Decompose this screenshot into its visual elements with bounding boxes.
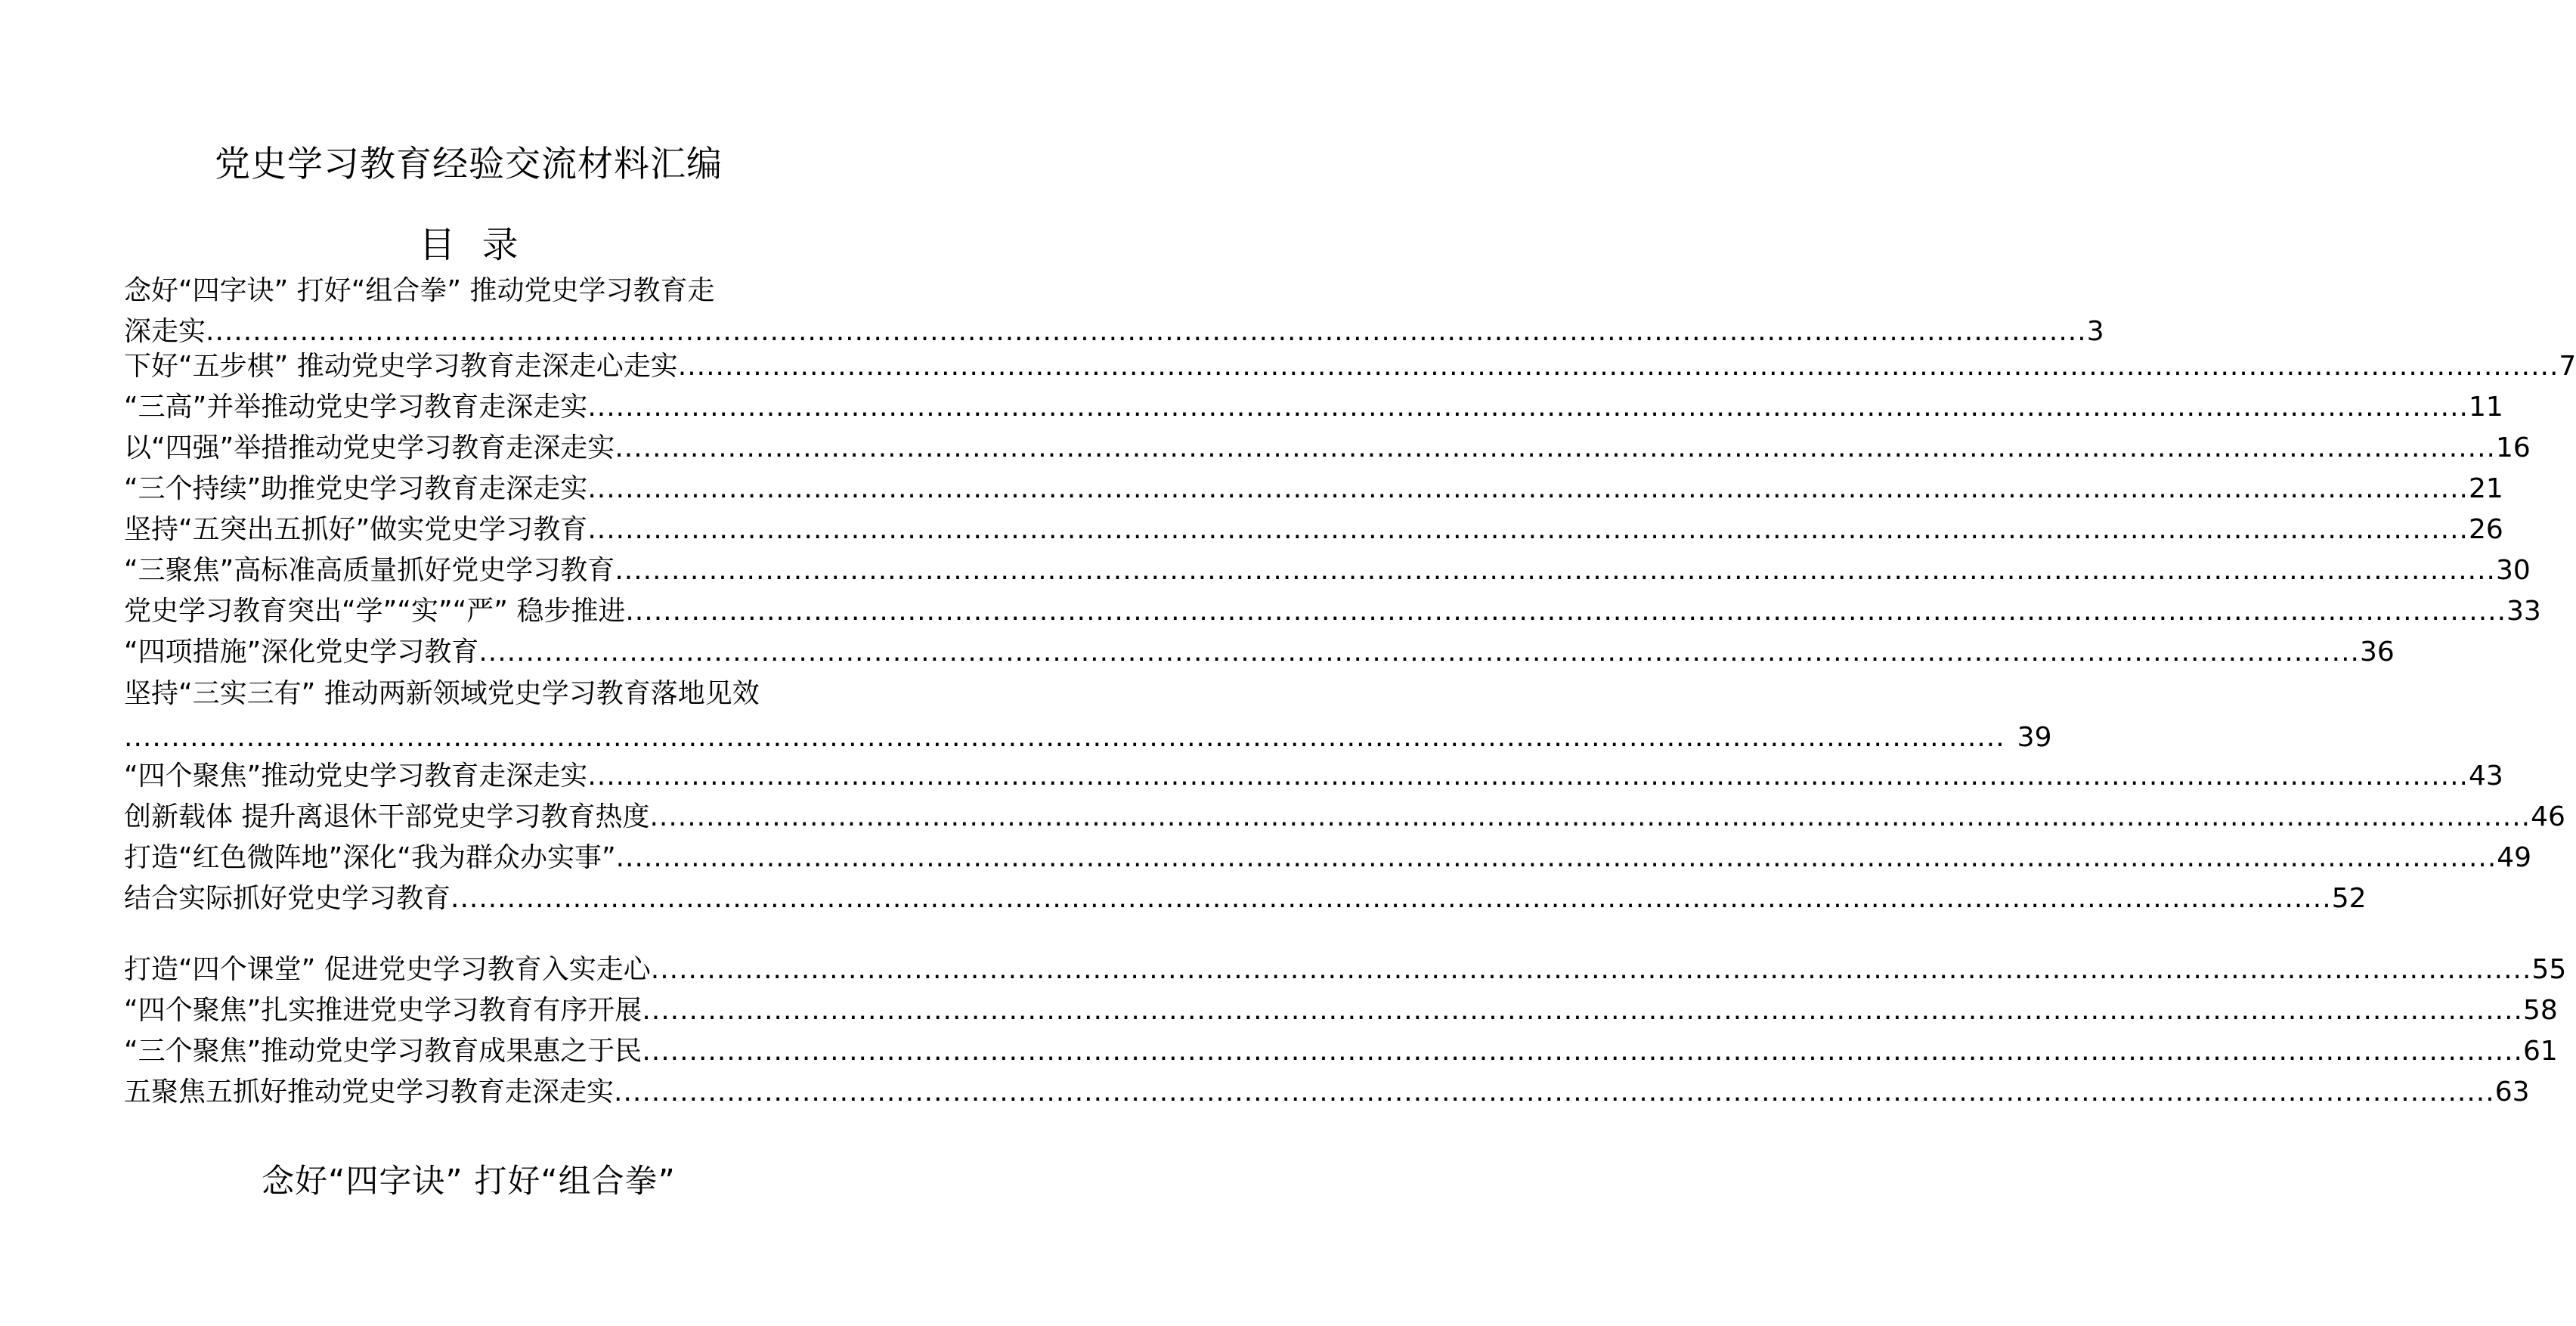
toc-entry[interactable] (124, 632, 2395, 673)
toc-entry[interactable] (124, 756, 2503, 797)
toc-entry-title: 结合实际抓好党史学习教育 (124, 883, 451, 914)
toc-entry-page: 58 (2522, 995, 2558, 1026)
toc-entry-page: 36 (2359, 637, 2395, 668)
toc-entry-page: 11 (2468, 392, 2503, 423)
toc-entry[interactable] (124, 838, 2532, 878)
toc-entry-page: 33 (2506, 596, 2541, 627)
document-title: 党史学习教育经验交流材料汇编 (215, 144, 723, 185)
toc-entry[interactable] (124, 271, 2104, 352)
dot-leader: ........................................................................................................................................................................................................ (206, 316, 2087, 347)
toc-entry[interactable] (124, 950, 2567, 990)
dot-leader: ........................................................................................................................................................................................................ (587, 761, 2469, 792)
toc-entry-title: 党史学习教育突出“学”“实”“严” 稳步推进 (124, 596, 626, 627)
toc-entry-title: 打造“红色微阵地”深化“我为群众办实事” (124, 842, 616, 873)
toc-entry-title: 坚持“五突出五抓好”做实党史学习教育 (124, 514, 588, 545)
toc-entry-page: 52 (2331, 883, 2367, 914)
dot-leader: ........................................................................................................................................................................................................ (124, 722, 2005, 753)
dot-leader: ........................................................................................................................................................................................................ (650, 954, 2532, 985)
toc-entry-title: “三高”并举推动党史学习教育走深走实 (124, 392, 588, 423)
dot-leader: ........................................................................................................................................................................................................ (677, 351, 2559, 382)
toc-entry[interactable] (124, 387, 2503, 428)
dot-leader: ........................................................................................................................................................................................................ (615, 555, 2496, 586)
toc-entry-page: 55 (2531, 954, 2567, 985)
toc-entry-title-line2: 深走实 (124, 316, 206, 347)
toc-entry-title-line1: 坚持“三实三有” 推动两新领域党史学习教育落地见效 (124, 678, 760, 709)
toc-entry-title: “三聚焦”高标准高质量抓好党史学习教育 (124, 555, 615, 586)
toc-entry[interactable] (124, 510, 2503, 550)
toc-entry-title: 下好“五步棋” 推动党史学习教育走深走心走实 (124, 351, 678, 382)
dot-leader: ........................................................................................................................................................................................................ (615, 432, 2496, 463)
toc-entry-title-line1: 念好“四字诀” 打好“组合拳” 推动党史学习教育走 (124, 275, 715, 306)
toc-entry[interactable] (124, 469, 2503, 510)
toc-entry-title: “四项措施”深化党史学习教育 (124, 637, 479, 668)
toc-entry[interactable] (124, 674, 2052, 758)
next-section-title: 念好“四字诀” 打好“组合拳” (262, 1163, 676, 1201)
toc-entry-page: 26 (2468, 514, 2503, 545)
dot-leader: ........................................................................................................................................................................................................ (587, 514, 2469, 545)
toc-entry[interactable] (124, 990, 2558, 1031)
toc-entry[interactable] (124, 550, 2531, 591)
toc-entry-title: 以“四强”举措推动党史学习教育走深走实 (124, 432, 615, 463)
dot-leader: ........................................................................................................................................................................................................ (642, 995, 2523, 1026)
toc-entry-title: 打造“四个课堂” 促进党史学习教育入实走心 (124, 954, 651, 985)
dot-leader: ........................................................................................................................................................................................................ (587, 473, 2469, 504)
toc-entry-title: “三个持续”助推党史学习教育走深走实 (124, 473, 588, 504)
toc-entry-page: 7 (2559, 351, 2576, 382)
dot-leader: ........................................................................................................................................................................................................ (614, 1077, 2495, 1108)
toc-entry[interactable] (124, 1031, 2558, 1072)
dot-leader: ........................................................................................................................................................................................................ (649, 801, 2531, 832)
toc-entry-page: 63 (2494, 1077, 2530, 1108)
toc-entry-title: “四个聚焦”推动党史学习教育走深走实 (124, 761, 588, 792)
dot-leader: ........................................................................................................................................................................................................ (615, 842, 2497, 873)
dot-leader: ........................................................................................................................................................................................................ (642, 1036, 2523, 1067)
toc-entry-page: 16 (2495, 432, 2531, 463)
dot-leader: ........................................................................................................................................................................................................ (478, 637, 2360, 668)
toc-entry[interactable] (124, 797, 2565, 838)
toc-entry[interactable] (124, 591, 2541, 632)
toc-entry-page: 30 (2495, 555, 2531, 586)
toc-entry-page: 61 (2522, 1036, 2558, 1067)
toc-entry-title: 五聚焦五抓好推动党史学习教育走深走实 (124, 1077, 615, 1108)
toc-entry-title: “三个聚焦”推动党史学习教育成果惠之于民 (124, 1036, 642, 1067)
toc-entry-page: 39 (2017, 722, 2052, 753)
toc-heading: 目 录 (419, 224, 519, 266)
toc-entry-page: 46 (2531, 801, 2565, 832)
dot-leader: ........................................................................................................................................................................................................ (625, 596, 2507, 627)
dot-leader: ........................................................................................................................................................................................................ (587, 392, 2469, 423)
dot-leader: ........................................................................................................................................................................................................ (450, 883, 2332, 914)
toc-entry-page: 49 (2497, 842, 2532, 873)
toc-entry-page: 21 (2468, 473, 2503, 504)
toc-entry[interactable] (124, 428, 2531, 469)
toc-entry-page: 3 (2086, 316, 2104, 347)
toc-entry-page: 43 (2468, 761, 2503, 792)
toc-entry-title: “四个聚焦”扎实推进党史学习教育有序开展 (124, 995, 642, 1026)
toc-entry[interactable] (124, 346, 2576, 387)
toc-entry[interactable] (124, 878, 2367, 919)
toc-entry-title: 创新载体 提升离退休干部党史学习教育热度 (124, 801, 650, 832)
toc-entry[interactable] (124, 1072, 2530, 1113)
